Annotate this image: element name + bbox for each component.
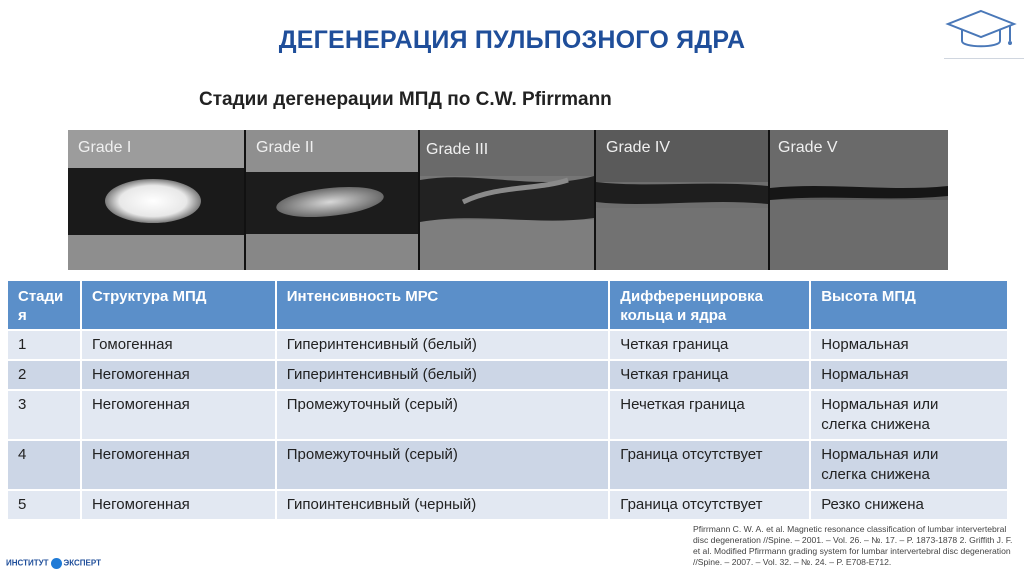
grade-label-4: Grade IV: [606, 139, 671, 156]
cell-structure: Гомогенная: [81, 330, 276, 360]
cell-height: Резко снижена: [810, 490, 1008, 519]
cell-structure: Негомогенная: [81, 490, 276, 519]
logo-right-text: ЭКСПЕРТ: [63, 558, 101, 568]
cell-intensity: Гиперинтенсивный (белый): [276, 360, 610, 390]
cell-differentiation: Граница отсутствует: [609, 490, 810, 519]
header-diff-l1: Дифференцировка: [620, 288, 764, 305]
cell-height-l1: Нормальная или: [821, 446, 939, 463]
cell-stage: 2: [8, 360, 81, 390]
cell-intensity: Гипоинтенсивный (черный): [276, 490, 610, 519]
header-differentiation: [609, 281, 810, 330]
grade-label-5: Grade V: [778, 139, 838, 156]
graduation-cap-icon: [944, 8, 1018, 54]
cell-structure: Негомогенная: [81, 390, 276, 440]
table-header-row: [8, 281, 1008, 330]
grade-label-2: Grade II: [256, 139, 314, 156]
header-stage-l1: Стади: [18, 288, 64, 305]
corner-divider: [944, 58, 1024, 59]
table-row: [8, 490, 1008, 519]
cell-intensity: Промежуточный (серый): [276, 440, 610, 490]
institute-logo: [6, 558, 101, 572]
cell-height-l1: Нормальная или: [821, 396, 939, 413]
page-title: ДЕГЕНЕРАЦИЯ ПУЛЬПОЗНОГО ЯДРА: [278, 26, 746, 54]
header-structure: Структура МПД: [81, 281, 276, 330]
cell-height-l2: слегка снижена: [821, 416, 930, 433]
header-diff-l2: кольца и ядра: [620, 307, 727, 324]
mri-image-strip: [68, 130, 948, 270]
header-height: Высота МПД: [810, 281, 1008, 330]
cell-height: [810, 440, 1008, 490]
header-stage-l2: я: [18, 307, 27, 324]
cell-stage: 3: [8, 390, 81, 440]
cell-stage: 5: [8, 490, 81, 519]
header-intensity: Интенсивность МРС: [276, 281, 610, 330]
cell-differentiation: Нечеткая граница: [609, 390, 810, 440]
header-stage: [8, 281, 81, 330]
cell-height-l2: слегка снижена: [821, 466, 930, 483]
references: Pfirrmann C. W. A. et al. Magnetic resonance classification of lumbar intervertebral disc degeneration //Spine. – 2001. – Vol. 26. – №. 17. – P. 1873-1878 2. Griffith J. F. et al. Modified Pfirrmann grading system for lumbar intervertebral disc degeneration //Spine. – 2007. – Vol. 32. – №. 24. – P. E708-E712.: [693, 524, 1013, 567]
cell-structure: Негомогенная: [81, 360, 276, 390]
grade-label-1: Grade I: [78, 139, 132, 156]
grade-label-3: Grade III: [426, 141, 489, 158]
cell-intensity: Промежуточный (серый): [276, 390, 610, 440]
cell-structure: Негомогенная: [81, 440, 276, 490]
table-row: [8, 440, 1008, 490]
cell-differentiation: Четкая граница: [609, 330, 810, 360]
cell-height: [810, 390, 1008, 440]
table-row: [8, 360, 1008, 390]
logo-left-text: ИНСТИТУТ: [6, 558, 49, 568]
pfirrmann-grades-table: [8, 281, 1009, 519]
table-row: [8, 330, 1008, 360]
subtitle: Стадии дегенерации МПД по C.W. Pfirrmann: [199, 89, 612, 110]
table-row: [8, 390, 1008, 440]
logo-mark-icon: [51, 558, 62, 569]
cell-height: Нормальная: [810, 330, 1008, 360]
cell-differentiation: Четкая граница: [609, 360, 810, 390]
cell-differentiation: Граница отсутствует: [609, 440, 810, 490]
cell-height: Нормальная: [810, 360, 1008, 390]
cell-stage: 1: [8, 330, 81, 360]
cell-intensity: Гиперинтенсивный (белый): [276, 330, 610, 360]
cell-stage: 4: [8, 440, 81, 490]
